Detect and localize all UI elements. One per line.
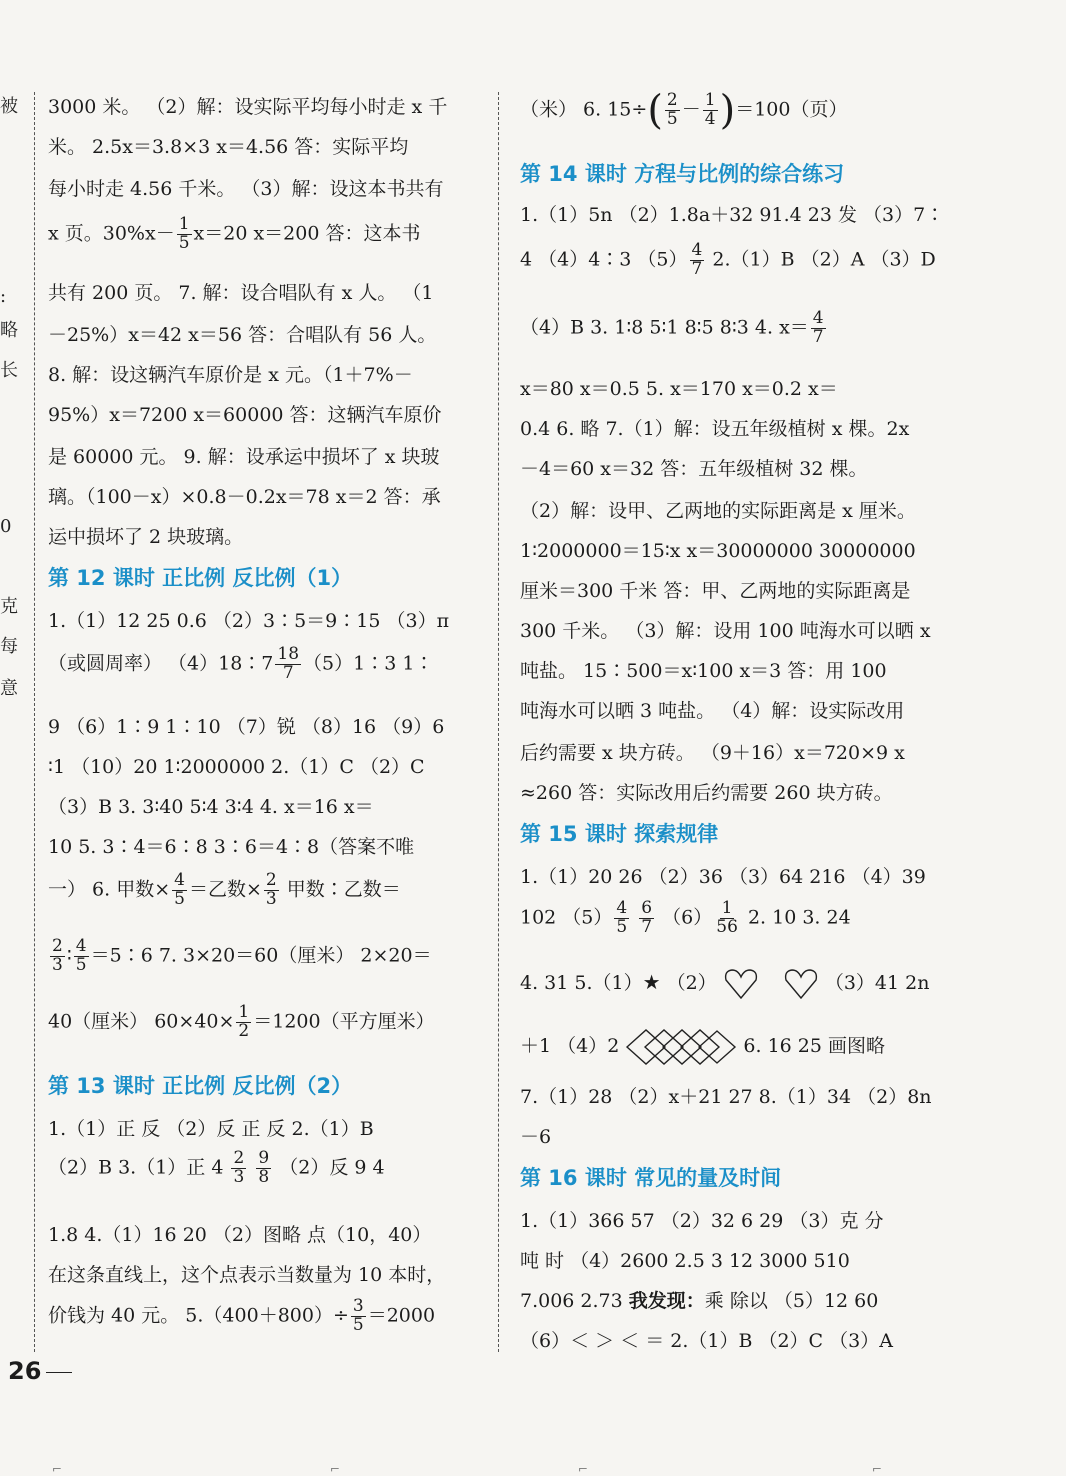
text-line: 璃。（100－x）×0.8－0.2x＝78 x＝2 答：承 — [48, 486, 441, 508]
text-line: 一） 6. 甲数× $\frac{4}{5}$ ＝乙数× $\frac{2}{3}$ 甲数∶乙数＝ — [48, 870, 401, 909]
fraction: $\frac{6}{7}$ — [641, 898, 653, 937]
text-line: 7.006 2.73 我发现：乘 除以 （5）12 60 — [520, 1290, 879, 1312]
text-line: 1.（1）5n （2）1.8a＋32 91.4 23 发 （3）7∶ — [520, 204, 945, 226]
edge-char: 被 — [0, 96, 18, 117]
text-line: 厘米＝300 千米 答：甲、乙两地的实际距离是 — [520, 580, 911, 602]
fraction: $\frac{1}{5}$ — [178, 214, 190, 253]
text-line: 102 （5） $\frac{4}{5}$ $\frac{6}{7}$ （6） $\frac{1}{56}$ 2. 10 3. 24 — [520, 898, 851, 937]
text-line: 米。 2.5x＝3.8×3 x＝4.56 答：实际平均 — [48, 136, 409, 158]
edge-char: 0 — [0, 516, 12, 537]
edge-char: 略 — [0, 320, 18, 341]
text-line: 是 60000 元。 9. 解：设承运中损坏了 x 块玻 — [48, 446, 440, 468]
text-line: 价钱为 40 元。 5.（400＋800）÷ $\frac{3}{5}$ ＝2000 — [48, 1296, 436, 1335]
text-line: 0.4 6. 略 7.（1）解：设五年级植树 x 棵。2x — [520, 418, 910, 440]
text-line: （3）B 3. 3∶40 5∶4 3∶4 4. x＝16 x＝ — [48, 796, 374, 818]
text-line: 1.8 4.（1）16 20 （2）图略 点（10，40） — [48, 1224, 432, 1246]
text-line: 运中损坏了 2 块玻璃。 — [48, 526, 244, 548]
fraction: $\frac{3}{5}$ — [352, 1296, 364, 1335]
fraction: $\frac{2}{3}$ — [233, 1148, 245, 1187]
text-line: 4. 31 5.（1）★ （2） （3）41 2n — [520, 968, 929, 1000]
fraction: $\frac{4}{5}$ — [75, 936, 87, 975]
fraction: $\frac{1}{4}$ — [704, 90, 716, 129]
fraction: $\frac{1}{56}$ — [716, 898, 738, 937]
text-line: （2）解：设甲、乙两地的实际距离是 x 厘米。 — [520, 500, 916, 522]
column-divider-middle — [498, 92, 499, 1352]
text-line: 在这条直线上，这个点表示当数量为 10 本时， — [48, 1264, 446, 1286]
section-heading-lesson-14: 第 14 课时 方程与比例的综合练习 — [520, 162, 845, 186]
text-line: 4 （4）4∶3 （5） $\frac{4}{7}$ 2.（1）B （2）A （3）D — [520, 240, 936, 279]
edge-char: 意 — [0, 678, 18, 699]
diamond-chain-icon — [625, 1028, 737, 1066]
edge-char: 每 — [0, 636, 18, 657]
text-line: 每小时走 4.56 千米。 （3）解：设这本书共有 — [48, 178, 444, 200]
text-line: 共有 200 页。 7. 解：设合唱队有 x 人。 （1 — [48, 282, 434, 304]
fraction: $\frac{2}{3}$ — [52, 936, 63, 975]
column-divider-left — [34, 92, 35, 1352]
fraction: $\frac{9}{8}$ — [258, 1148, 270, 1187]
text-line: 1.（1）正 反 （2）反 正 反 2.（1）B — [48, 1118, 374, 1140]
edge-char: 克 — [0, 596, 18, 617]
section-heading-lesson-12: 第 12 课时 正比例 反比例（1） — [48, 566, 353, 590]
heart-outline-icon — [783, 968, 819, 1000]
section-heading-lesson-16: 第 16 课时 常见的量及时间 — [520, 1166, 782, 1190]
crop-mark: ⌐ — [578, 1462, 589, 1476]
text-line: 7.（1）28 （2）x＋21 27 8.（1）34 （2）8n — [520, 1086, 932, 1108]
text-line: x 页。30%x－ $\frac{1}{5}$ x＝20 x＝200 答：这本书 — [48, 214, 421, 253]
text-line: 9 （6）1∶9 1∶10 （7）锐 （8）16 （9）6 — [48, 716, 445, 738]
text-line: （米） 6. 15÷( $\frac{2}{5}$ － $\frac{1}{4}$ )＝100（页） — [520, 87, 848, 134]
fraction: $\frac{4}{5}$ — [616, 898, 628, 937]
fraction: $\frac{2}{3}$ — [265, 870, 277, 909]
text-line: 3000 米。 （2）解：设实际平均每小时走 x 千 — [48, 96, 448, 118]
section-heading-lesson-15: 第 15 课时 探索规律 — [520, 822, 719, 846]
text-line: （6）＜ ＞ ＜ ＝ 2.（1）B （2）C （3）A — [520, 1330, 893, 1352]
edge-char: : — [0, 286, 7, 307]
fraction: $\frac{2}{5}$ — [666, 90, 678, 129]
text-line: 8. 解：设这辆汽车原价是 x 元。（1＋7%－ — [48, 364, 413, 386]
text-line: 吨海水可以晒 3 吨盐。 （4）解：设实际改用 — [520, 700, 905, 722]
text-line: $\frac{2}{3}$ ∶ $\frac{4}{5}$ ＝5∶6 7. 3×20＝60（厘米） 2×20＝ — [52, 936, 432, 975]
text-line: （4）B 3. 1∶8 5∶1 8∶5 8∶3 4. x＝ $\frac{4}{7}$ — [520, 308, 824, 347]
text-line: （或圆周率） （4）18∶7 $\frac{18}{7}$ （5）1∶3 1∶ — [48, 644, 434, 683]
text-line: 95%）x＝7200 x＝60000 答：这辆汽车原价 — [48, 404, 442, 426]
text-line: －4＝60 x＝32 答：五年级植树 32 棵。 — [520, 458, 868, 480]
text-line: 1∶2000000＝15∶x x＝30000000 30000000 — [520, 540, 916, 562]
text-line: x＝80 x＝0.5 5. x＝170 x＝0.2 x＝ — [520, 378, 838, 400]
text-line: －25%）x＝42 x＝56 答：合唱队有 56 人。 — [48, 324, 437, 346]
text-line: （2）B 3.（1）正 4 $\frac{2}{3}$ $\frac{9}{8}$ （2）反 9 4 — [48, 1148, 385, 1187]
page-number-dash — [46, 1372, 72, 1373]
text-line: 吨盐。 15∶500＝x∶100 x＝3 答：用 100 — [520, 660, 887, 682]
crop-mark: ⌐ — [330, 1462, 341, 1476]
crop-mark: ⌐ — [872, 1462, 883, 1476]
crop-mark: ⌐ — [52, 1462, 63, 1476]
text-line: 后约需要 x 块方砖。 （9＋16）x＝720×9 x — [520, 742, 905, 764]
text-line: ≈260 答：实际改用后约需要 260 块方砖。 — [520, 782, 893, 804]
text-line: －6 — [520, 1126, 552, 1148]
section-heading-lesson-13: 第 13 课时 正比例 反比例（2） — [48, 1074, 353, 1098]
text-line: 1.（1）366 57 （2）32 6 29 （3）克 分 — [520, 1210, 884, 1232]
fraction: $\frac{4}{7}$ — [691, 240, 703, 279]
text-line: 1.（1）20 26 （2）36 （3）64 216 （4）39 — [520, 866, 926, 888]
text-line: 10 5. 3∶4＝6∶8 3∶6＝4∶8（答案不唯 — [48, 836, 415, 858]
text-line: 1.（1）12 25 0.6 （2）3∶5＝9∶15 （3）π — [48, 610, 450, 632]
fraction: $\frac{4}{7}$ — [812, 308, 824, 347]
star-icon: ★ — [642, 970, 661, 994]
page-number: 26 — [8, 1357, 42, 1385]
text-line: ＋1 （4）2 6. 16 25 画图略 — [520, 1028, 885, 1066]
fraction: $\frac{18}{7}$ — [277, 644, 300, 683]
heart-outline-icon — [723, 968, 759, 1000]
fraction: $\frac{4}{5}$ — [174, 870, 185, 909]
text-line: 吨 时 （4）2600 2.5 3 12 3000 510 — [520, 1250, 850, 1272]
text-line: 300 千米。 （3）解：设用 100 吨海水可以晒 x — [520, 620, 931, 642]
edge-char: 长 — [0, 360, 18, 381]
text-line: ∶1 （10）20 1∶2000000 2.（1）C （2）C — [48, 756, 425, 778]
text-line: 40（厘米） 60×40× $\frac{1}{2}$ ＝1200（平方厘米） — [48, 1002, 435, 1041]
fraction: $\frac{1}{2}$ — [238, 1002, 250, 1041]
